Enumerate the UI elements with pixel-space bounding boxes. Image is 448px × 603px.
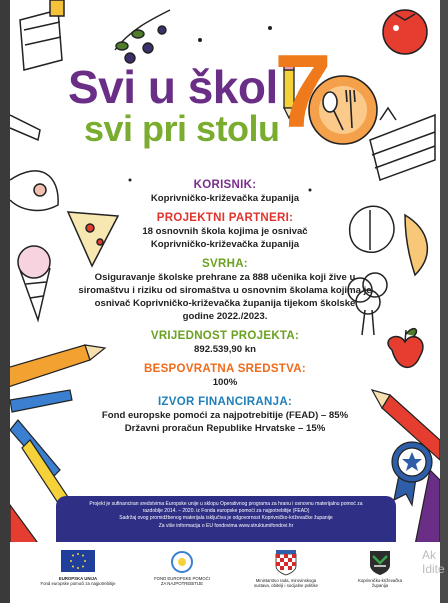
logo-caption: EUROPSKA UNIJA <box>58 575 98 581</box>
ice-cream-icon <box>18 246 50 320</box>
section-heading: KORISNIK: <box>193 179 257 191</box>
activation-watermark <box>422 548 445 576</box>
section-svrha <box>70 257 380 323</box>
apple-icon <box>388 329 423 368</box>
logo-subcaption: Fond europske pomoći za najpotrebitije <box>40 581 116 586</box>
logo-caption: Koprivničko-križevačka <box>358 577 402 583</box>
logo-subcaption: ZA NAJPOTREBITIJE <box>160 581 204 586</box>
section-heading: PROJEKTNI PARTNERI: <box>156 212 294 224</box>
fead-logo <box>142 550 222 587</box>
section-vrijednost <box>70 329 380 356</box>
county-logo <box>340 550 420 589</box>
logo-strip <box>10 542 440 603</box>
section-text: 100% <box>212 377 238 388</box>
disclaimer-line: razdoblje 2014. – 2020. iz Fonda europske pomoći za najpotrebitije (FEAD) <box>142 508 310 515</box>
olive-branch-icon <box>115 10 170 63</box>
logo-subcaption: županija <box>371 583 388 588</box>
cake-icon <box>370 108 435 180</box>
disclaimer-line: Projekt je sufinanciran sredstvima Europske unije u sklopu Operativnog programa za hranu i osnovnu materijalnu pomoć za <box>89 501 363 507</box>
fead-logo-icon <box>167 550 197 574</box>
title-line-2: svi pri stolu <box>84 108 280 149</box>
section-text: Koprivničko-križevačka županija <box>150 193 300 204</box>
section-korisnik <box>70 178 380 205</box>
eu-logo <box>38 550 118 587</box>
tomato-icon <box>383 10 427 54</box>
poster <box>10 0 440 603</box>
section-text: Osiguravanje školske prehrane za 888 učenika koji žive u siromaštvu i riziku od siromaštva u osnovnim školama kojima je osnivač Koprivničko-križevačka županija tijekom školske godine 2022./2023. <box>78 272 372 322</box>
ham-icon <box>10 171 58 211</box>
eu-flag-icon <box>61 550 95 572</box>
section-heading: BESPOVRATNA SREDSTVA: <box>144 363 306 375</box>
section-heading: VRIJEDNOST PROJEKTA: <box>150 330 300 342</box>
title-line-1: Svi u škol <box>68 61 278 113</box>
title-number: 7 <box>274 34 332 150</box>
section-partneri <box>70 211 380 251</box>
county-coat-of-arms-icon <box>369 550 391 576</box>
section-izvor <box>70 395 380 435</box>
project-info <box>70 178 380 441</box>
section-text-line: Državni proračun Republike Hrvatske – 15% <box>124 423 326 434</box>
watermark-line: Ak <box>422 548 437 562</box>
disclaimer-line: Sadržaj ovog promidžbenog materijala isključiva je odgovornost Koprivničko-križevačke županije <box>119 515 333 522</box>
cup-icon <box>20 0 64 70</box>
logo-caption: Ministarstvo rada, mirovinskoga <box>255 577 317 583</box>
ministry-logo <box>236 550 336 589</box>
section-text: 18 osnovnih škola kojima je osnivač Koprivničko-križevačka županija <box>142 226 308 250</box>
logo-subcaption: sustava, obitelji i socijalne politike <box>253 583 318 588</box>
eu-disclaimer-band <box>56 496 396 542</box>
croatian-coat-of-arms-icon <box>275 550 297 576</box>
section-bespovratna <box>70 362 380 389</box>
watermark-line: Idite <box>422 562 445 576</box>
section-heading: SVRHA: <box>202 258 248 270</box>
knife-icon <box>10 115 40 140</box>
croissant-icon <box>405 215 427 275</box>
window-edge <box>440 0 448 603</box>
section-heading: IZVOR FINANCIRANJA: <box>157 396 293 408</box>
logo-caption: FOND EUROPSKE POMOĆI <box>154 575 210 581</box>
section-text: 892.539,90 kn <box>194 344 256 355</box>
disclaimer-line: Za više informacija o EU fondovima www.strukturnifondovi.hr <box>158 522 294 529</box>
section-text-line: Fond europske pomoći za najpotrebitije (FEAD) – 85% <box>101 410 349 421</box>
